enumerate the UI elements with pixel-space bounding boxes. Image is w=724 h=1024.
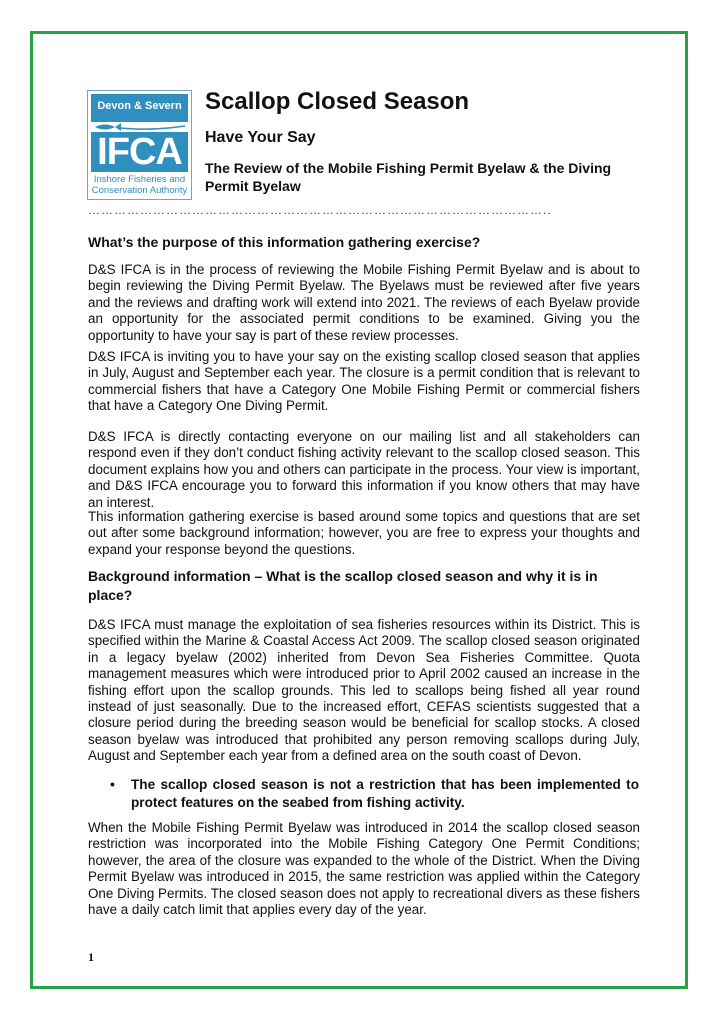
logo-line-2: Conservation Authority [91,185,188,196]
logo-region: Devon & Severn [97,100,182,112]
purpose-heading: What’s the purpose of this information gathering exercise? [88,234,481,250]
dotted-separator: …………………………………………………………………………………………….. [88,203,552,217]
document-title: Scallop Closed Season [205,88,470,115]
logo-acronym: IFCA [91,132,188,172]
bullet-text: The scallop closed season is not a restriction that has been implemented to protect features on the seabed from fishing activity. [131,777,639,810]
logo-subtitle [91,174,188,196]
ifca-logo [87,90,192,200]
logo-band [91,94,188,122]
bullet-marker: • [110,776,115,792]
purpose-paragraph-2: D&S IFCA is inviting you to have your say on the existing scallop closed season that applies in July, August and September each year. The closure is a permit condition that is relevant to commercial fishers that have a Category One Mobile Fishing Permit or commercial fishers that have a Category One Diving Permit. [88,349,640,414]
purpose-paragraph-1: D&S IFCA is in the process of reviewing the Mobile Fishing Permit Byelaw and is about to begin reviewing the Diving Permit Byelaw. The Byelaws must be reviewed after five years and the reviews and drafting work will extend into 2021. The reviews of each Byelaw provide an opportunity for the associated permit conditions to be examined. Giving you the opportunity to have your say is part of these review processes. [88,262,640,343]
document-subtitle: Have Your Say [205,129,316,146]
logo-line-1: Inshore Fisheries and [93,174,186,185]
background-paragraph: D&S IFCA must manage the exploitation of sea fisheries resources within its District. This is specified within the Marine & Coastal Access Act 2009. The scallop closed season originated in a legacy byelaw (2002) inherited from Devon Sea Fisheries Committee. Quota management measures which were introduced prior to April 2002 caused an increase in the fishing effort upon the scallop grounds. This led to scallops being fished all year round instead of just seasonally. Due to the increased effort, CEFAS scientists suggested that a closure period during the breeding season would be beneficial for scallop stocks. A closed season byelaw was introduced that prohibited any person removing scallops during July, August and September each year from a defined area on the south coast of Devon. [88,617,640,764]
purpose-paragraph-3: D&S IFCA is directly contacting everyone on our mailing list and all stakeholders can respond even if they don’t conduct fishing activity relevant to the scallop closed season. This document explains how you and others can participate in the process. Your view is important, and D&S IFCA encourage you to forward this information if you know others that may have an interest. [88,429,640,510]
final-paragraph: When the Mobile Fishing Permit Byelaw was introduced in 2014 the scallop closed season restriction was incorporated into the Mobile Fishing Category One Permit Conditions; however, the area of the closure was expanded to the whole of the District. When the Diving Permit Byelaw was introduced in 2015, the same restriction was applied within the Category One Diving Permits. The closed season does not apply to recreational divers as these fishers have a daily catch limit that applies every day of the year. [88,820,640,918]
purpose-paragraph-4: This information gathering exercise is based around some topics and questions that are set out after some background information; however, you are free to express your thoughts and expand your response beyond the questions. [88,509,640,557]
background-heading: Background information – What is the scallop closed season and why it is in place? [88,568,598,603]
review-title: The Review of the Mobile Fishing Permit Byelaw & the Diving Permit Byelaw [205,160,612,194]
page-number: 1 [88,950,94,964]
